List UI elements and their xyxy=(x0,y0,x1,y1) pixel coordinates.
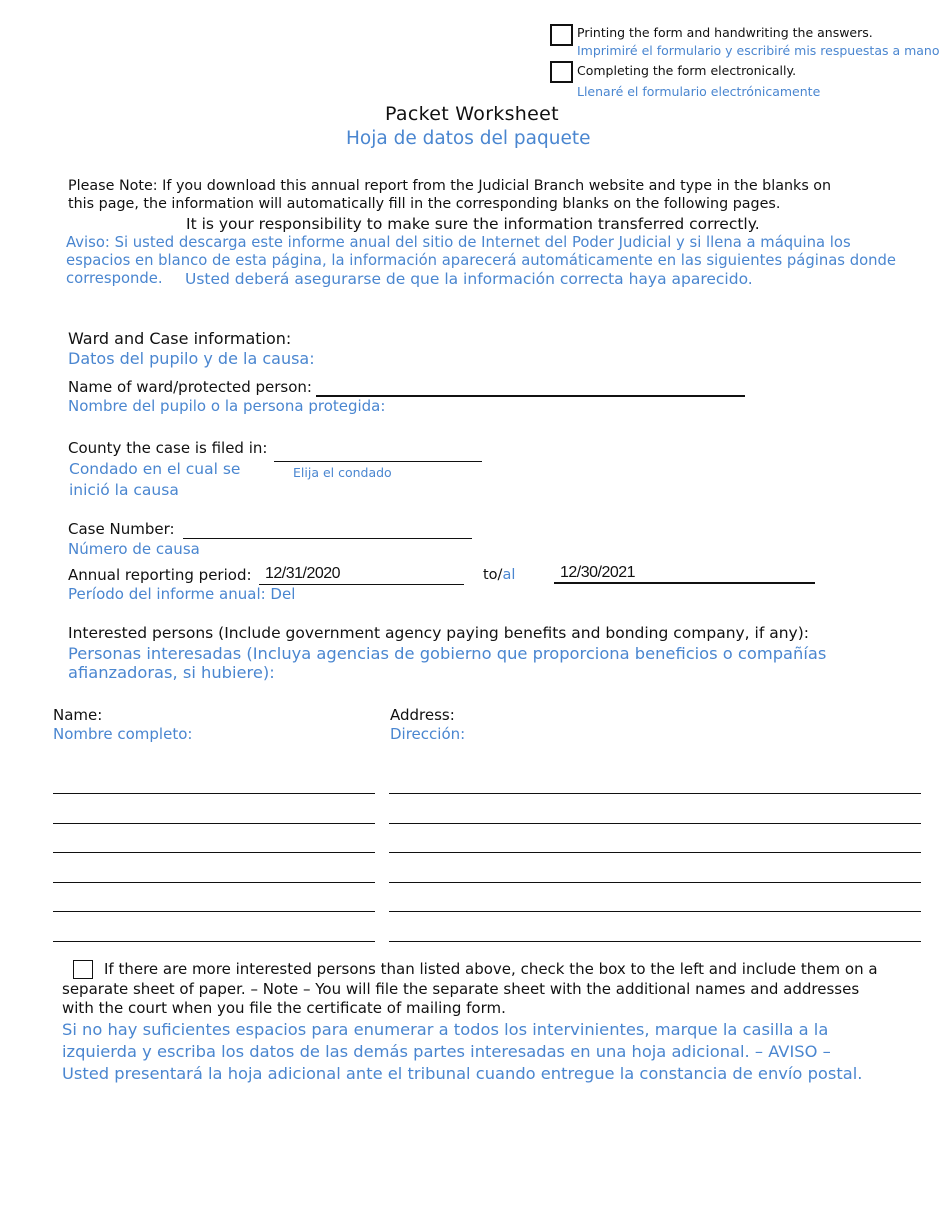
interested-address-input[interactable] xyxy=(389,922,921,942)
ward-section-heading: Ward and Case information: xyxy=(68,329,292,348)
interested-name-input[interactable] xyxy=(53,922,375,942)
note-line-1: Please Note: If you download this annual report from the Judicial Branch website and type in the blanks on xyxy=(68,178,832,194)
note-line-3: It is your responsibility to make sure the information transferred correctly. xyxy=(186,215,760,233)
interested-address-input[interactable] xyxy=(389,833,921,853)
more-persons-checkbox[interactable] xyxy=(73,960,93,979)
interested-heading: Interested persons (Include government agency paying benefits and bonding company, if any): xyxy=(68,624,809,642)
interested-name-input[interactable] xyxy=(53,892,375,912)
interested-heading-es-1: Personas interesadas (Incluya agencias de gobierno que proporciona beneficios o compañías xyxy=(68,644,827,663)
note-line-2: this page, the information will automatically fill in the corresponding blanks on the following pages. xyxy=(68,196,781,212)
print-option-label-es: Imprimiré el formulario y escribiré mis respuestas a mano xyxy=(577,43,940,58)
interested-name-input[interactable] xyxy=(53,774,375,794)
interested-address-input[interactable] xyxy=(389,774,921,794)
note-es-line-1: Aviso: Si usted descarga este informe anual del sitio de Internet del Poder Judicial y si llena a máquina los xyxy=(66,234,851,251)
case-number-label-es: Número de causa xyxy=(68,540,200,558)
ward-name-label: Name of ward/protected person: xyxy=(68,378,312,396)
period-label: Annual reporting period: xyxy=(68,566,252,584)
county-label-es-2: inició la causa xyxy=(69,481,179,499)
print-option-checkbox[interactable] xyxy=(550,24,573,46)
interested-address-input[interactable] xyxy=(389,863,921,883)
interested-name-input[interactable] xyxy=(53,863,375,883)
case-number-label: Case Number: xyxy=(68,520,175,538)
more-persons-es-line-3: Usted presentará la hoja adicional ante el tribunal cuando entregue la constancia de envío postal. xyxy=(62,1064,863,1083)
note-es-line-2: espacios en blanco de esta página, la información aparecerá automáticamente en las siguientes páginas donde xyxy=(66,252,897,269)
county-dropdown[interactable]: Elija el condado xyxy=(293,465,392,480)
address-column-header: Address: xyxy=(390,706,455,724)
more-persons-line-2: separate sheet of paper. – Note – You will file the separate sheet with the additional names and addresses xyxy=(62,980,860,998)
page-title-es: Hoja de datos del paquete xyxy=(346,128,591,149)
print-option-label: Printing the form and handwriting the answers. xyxy=(577,25,873,40)
period-to-label xyxy=(483,567,515,583)
page-title: Packet Worksheet xyxy=(385,103,559,125)
name-column-header-es: Nombre completo: xyxy=(53,725,193,743)
address-column-header-es: Dirección: xyxy=(390,725,466,743)
interested-address-input[interactable] xyxy=(389,804,921,824)
county-dropdown-underline xyxy=(274,461,482,462)
interested-name-input[interactable] xyxy=(53,833,375,853)
more-persons-line-1: If there are more interested persons than listed above, check the box to the left and include them on a xyxy=(104,960,878,978)
ward-section-heading-es: Datos del pupilo y de la causa: xyxy=(68,349,315,368)
county-label: County the case is filed in: xyxy=(68,439,268,457)
period-to-input[interactable] xyxy=(554,564,815,584)
name-column-header: Name: xyxy=(53,706,103,724)
more-persons-es-line-1: Si no hay suficientes espacios para enumerar a todos los intervinientes, marque la casilla a la xyxy=(62,1020,829,1039)
county-label-es-1: Condado en el cual se xyxy=(69,460,241,478)
electronic-option-label: Completing the form electronically. xyxy=(577,63,797,78)
period-label-es: Período del informe anual: Del xyxy=(68,585,296,603)
note-es-line-3b: Usted deberá asegurarse de que la información correcta haya aparecido. xyxy=(185,270,753,288)
note-es-line-3a: corresponde. xyxy=(66,270,163,287)
period-to-en: to/ xyxy=(483,567,503,583)
interested-name-input[interactable] xyxy=(53,804,375,824)
interested-address-input[interactable] xyxy=(389,892,921,912)
ward-name-label-es: Nombre del pupilo o la persona protegida: xyxy=(68,397,386,415)
period-to-es: al xyxy=(502,567,516,583)
interested-heading-es-2: afianzadoras, si hubiere): xyxy=(68,663,275,682)
ward-name-input[interactable] xyxy=(316,377,745,397)
more-persons-es-line-2: izquierda y escriba los datos de las demás partes interesadas en una hoja adicional. – AVISO – xyxy=(62,1042,831,1061)
case-number-input[interactable] xyxy=(183,519,472,539)
electronic-option-label-es: Llenaré el formulario electrónicamente xyxy=(577,84,821,99)
more-persons-line-3: with the court when you file the certificate of mailing form. xyxy=(62,999,506,1017)
electronic-option-checkbox[interactable] xyxy=(550,61,573,83)
period-from-input[interactable] xyxy=(259,565,464,585)
